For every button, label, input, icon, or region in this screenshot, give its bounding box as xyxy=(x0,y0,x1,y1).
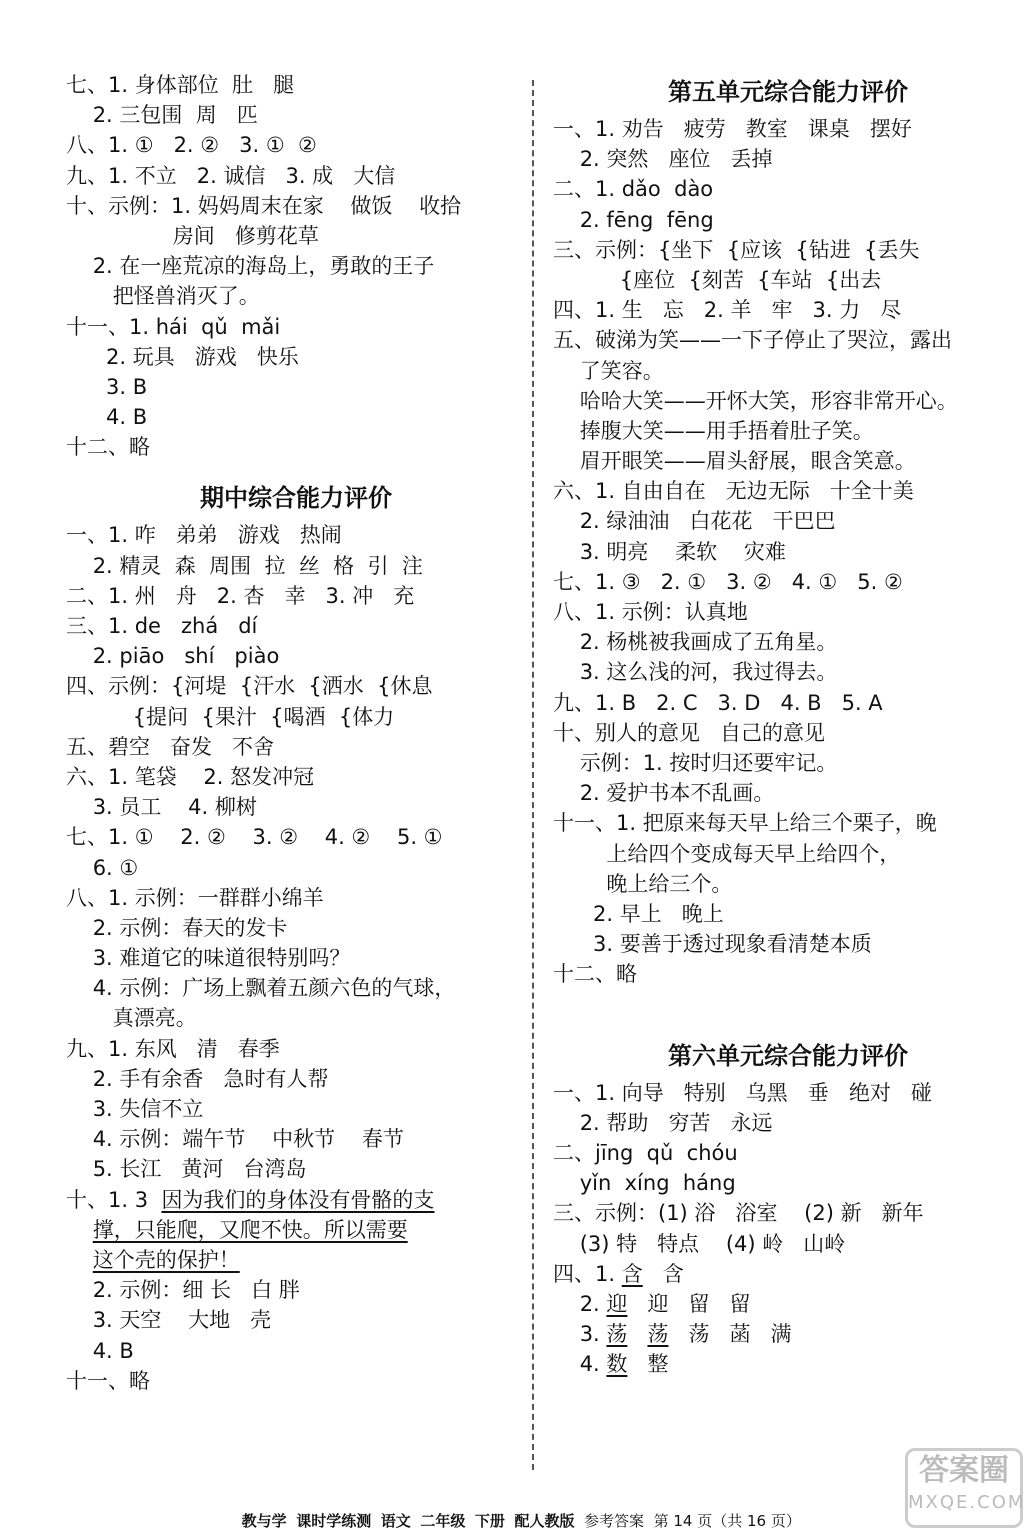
answer-text: 房间 修剪花草 xyxy=(66,223,319,248)
answer-line xyxy=(553,235,1023,265)
answer-text: 九、1. 不立 2. 诚信 3. 成 大信 xyxy=(66,163,396,188)
answer-line xyxy=(66,1034,526,1064)
answer-line xyxy=(553,567,1023,597)
answer-line xyxy=(66,702,526,732)
answer-text: 2. 示例：春天的发卡 xyxy=(66,915,288,940)
answer-line xyxy=(553,899,1023,929)
answer-line xyxy=(553,989,1023,1019)
answer-text: 八、1. ① 2. ② 3. ① ② xyxy=(66,133,317,158)
answer-text: 2. xyxy=(553,1291,607,1316)
answer-line xyxy=(553,1229,1023,1259)
answer-text: 九、1. B 2. C 3. D 4. B 5. A xyxy=(553,690,883,715)
answer-text: {座位 {刻苦 {车站 {出去 xyxy=(553,267,882,292)
footer-grade: 二年级 xyxy=(420,1512,466,1530)
answer-text: 3. 员工 4. 柳树 xyxy=(66,795,257,820)
answer-text: 一、1. 劝告 疲劳 教室 课桌 摆好 xyxy=(553,117,912,141)
answer-line xyxy=(66,551,526,581)
answer-line xyxy=(66,1124,526,1154)
answer-text: 七、1. ① 2. ② 3. ② 4. ② 5. ① xyxy=(66,825,443,850)
answer-line xyxy=(66,671,526,701)
answer-text: 了笑容。 xyxy=(553,358,664,383)
answer-text: 2. 玩具 游戏 快乐 xyxy=(66,344,299,369)
answer-text: 八、1. 示例：认真地 xyxy=(553,600,748,624)
answer-line xyxy=(553,205,1023,235)
underlined-text: 迎 xyxy=(606,1291,628,1316)
answer-text: 4. 示例：端午节 中秋节 春节 xyxy=(66,1127,404,1152)
answer-line xyxy=(553,748,1023,778)
answer-line xyxy=(553,265,1023,295)
answer-text: 七、1. ③ 2. ① 3. ② 4. ① 5. ② xyxy=(553,569,903,594)
answer-line xyxy=(66,372,526,402)
answer-text: {提问 {果汁 {喝酒 {体力 xyxy=(66,704,395,729)
answer-text: 晚上给三个。 xyxy=(553,871,733,896)
answer-text: 3. xyxy=(553,1322,607,1347)
answer-text: 上给四个变成每天早上给四个， xyxy=(553,841,901,866)
answer-line xyxy=(66,191,526,221)
answer-text: 4. B xyxy=(66,405,148,430)
footer-edition: 配人教版 xyxy=(514,1512,575,1530)
answer-text: 十一、1. 把原来每天早上给三个栗子，晚 xyxy=(553,811,937,836)
answer-line xyxy=(66,1094,526,1124)
answer-line xyxy=(66,432,526,462)
answer-text: 3. 要善于透过现象看清楚本质 xyxy=(553,932,872,957)
answer-text: 十一、略 xyxy=(66,1368,150,1393)
answer-text: yǐn xíng háng xyxy=(553,1171,736,1196)
answer-text: 十、别人的意见 自己的意见 xyxy=(553,720,826,745)
answer-text: (3) 特 特点 (4) 岭 山岭 xyxy=(553,1231,846,1256)
answer-line xyxy=(66,883,526,913)
section-heading: 期中综合能力评价 xyxy=(200,484,392,513)
answer-text: 3. 天空 大地 壳 xyxy=(66,1308,272,1333)
answer-line xyxy=(553,1289,1023,1319)
answer-line xyxy=(66,221,526,251)
answer-text: 4. B xyxy=(66,1338,134,1363)
answer-line xyxy=(553,1168,1023,1198)
answer-line xyxy=(553,446,1023,476)
underlined-text: 这个壳的保护！ xyxy=(92,1247,240,1272)
answer-line xyxy=(66,611,526,641)
answer-line xyxy=(66,943,526,973)
underlined-text: 因为我们的身体没有骨骼的支 xyxy=(161,1187,435,1212)
answer-text: 3. 难道它的味道很特别吗？ xyxy=(66,946,351,971)
answer-line xyxy=(66,853,526,883)
answer-line xyxy=(66,1154,526,1184)
answer-text: 十二、略 xyxy=(553,962,637,987)
answer-line xyxy=(66,973,526,1003)
answer-text: 六、1. 自由自在 无边无际 十全十美 xyxy=(553,479,914,504)
answer-line xyxy=(66,913,526,943)
answer-line xyxy=(553,1138,1023,1168)
answer-text: 3. 这么浅的河，我过得去。 xyxy=(553,660,838,685)
answer-line xyxy=(66,342,526,372)
answer-line xyxy=(66,792,526,822)
answer-text: 2. 示例：细 长 白 胖 xyxy=(66,1278,300,1303)
answer-line xyxy=(66,1215,526,1245)
answer-line xyxy=(553,356,1023,386)
answer-text: 把怪兽消灭了。 xyxy=(66,284,260,309)
answer-line xyxy=(66,1275,526,1305)
answer-text: 十、示例：1. 妈妈周末在家 做饭 收拾 xyxy=(66,193,462,218)
answer-text: 一、1. 咋 弟弟 游戏 热闹 xyxy=(66,523,342,548)
answer-text: 含 xyxy=(642,1261,684,1286)
answer-text: 2. 三包围 周 匹 xyxy=(66,103,258,128)
answer-text: 2. piāo shí piào xyxy=(66,644,280,669)
answer-text: 3. B xyxy=(66,374,148,399)
answer-text: 2. 手有余香 急时有人帮 xyxy=(66,1066,329,1091)
page-footer xyxy=(0,1492,1033,1531)
answer-line xyxy=(66,1245,526,1275)
answer-line xyxy=(553,1078,1023,1108)
right-column xyxy=(553,70,1023,1380)
answer-line xyxy=(553,1349,1023,1379)
underlined-text: 数 xyxy=(606,1352,628,1377)
answer-text: 2. 绿油油 白花花 干巴巴 xyxy=(553,509,836,534)
answer-line xyxy=(66,312,526,342)
answer-text: 五、碧空 奋发 不舍 xyxy=(66,734,275,759)
footer-volume: 下册 xyxy=(474,1512,505,1530)
answer-text: 2. 早上 晚上 xyxy=(553,901,724,926)
footer-answer: 参考答案 xyxy=(584,1512,645,1530)
answer-text: 2. 精灵 森 周围 拉 丝 格 引 注 xyxy=(66,553,423,578)
answer-text: 三、1. de zhá dí xyxy=(66,614,258,638)
answer-text: 八、1. 示例：一群群小绵羊 xyxy=(66,885,324,910)
answer-text: 4. xyxy=(553,1352,607,1377)
answer-line xyxy=(66,251,526,281)
watermark-top: 答案圈 xyxy=(919,1453,1009,1488)
answer-text: 二、1. dǎo dào xyxy=(553,177,714,202)
answer-text: 示例：1. 按时归还要牢记。 xyxy=(553,750,838,775)
answer-line xyxy=(66,281,526,311)
answer-text: 2. 帮助 穷苦 永远 xyxy=(553,1110,773,1135)
answer-line xyxy=(553,959,1023,989)
answer-line xyxy=(553,114,1023,144)
answer-line xyxy=(553,808,1023,838)
answer-text: 四、示例：{河堤 {汗水 {洒水 {休息 xyxy=(66,674,433,699)
answer-text: 真漂亮。 xyxy=(66,1006,197,1031)
answer-line xyxy=(553,386,1023,416)
answer-line xyxy=(553,929,1023,959)
answer-line xyxy=(553,688,1023,718)
answer-text: 迎 留 留 xyxy=(627,1291,751,1316)
answer-line xyxy=(553,1259,1023,1289)
answer-text xyxy=(66,1248,93,1272)
footer-page: 第 14 页（共 16 页） xyxy=(653,1512,801,1530)
answer-text: 2. 突然 座位 丢掉 xyxy=(553,147,773,172)
answer-text: 哈哈大笑——开怀大笑，形容非常开心。 xyxy=(553,388,958,413)
answer-text: 三、示例：{坐下 {应该 {钻进 {丢失 xyxy=(553,237,920,262)
answer-text: 眉开眼笑——眉头舒展，眼含笑意。 xyxy=(553,449,916,474)
watermark-logo xyxy=(905,1448,1026,1528)
answer-text: 6. ① xyxy=(66,855,139,880)
answer-line xyxy=(66,161,526,191)
answer-text: 2. 爱护书本不乱画。 xyxy=(553,781,775,806)
answer-text: 十一、1. hái qǔ mǎi xyxy=(66,314,281,339)
answer-line xyxy=(66,100,526,130)
answer-line xyxy=(553,325,1023,355)
section-heading: 第六单元综合能力评价 xyxy=(668,1041,908,1070)
section-heading: 第五单元综合能力评价 xyxy=(668,78,908,106)
answer-text: 十、1. 3 xyxy=(66,1187,162,1212)
answer-line xyxy=(66,1366,526,1396)
answer-line xyxy=(66,402,526,432)
answer-line xyxy=(66,732,526,762)
answer-line xyxy=(66,581,526,611)
answer-text: 2. 杨桃被我画成了五角星。 xyxy=(553,630,838,655)
answer-line xyxy=(66,1336,526,1366)
answer-text: 四、1. 生 忘 2. 羊 牢 3. 力 尽 xyxy=(553,298,902,323)
column-divider xyxy=(532,80,534,1470)
answer-text: 2. fēng fēng xyxy=(553,207,714,232)
answer-line xyxy=(66,130,526,160)
answer-text: 3. 明亮 柔软 灾难 xyxy=(553,539,786,564)
answer-line xyxy=(66,1003,526,1033)
underlined-text: 含 xyxy=(621,1261,643,1286)
answer-line xyxy=(66,1185,526,1215)
answer-line xyxy=(553,839,1023,869)
answer-text: 3. 失信不立 xyxy=(66,1097,204,1121)
answer-text: 荡 菡 满 xyxy=(668,1322,792,1347)
left-column xyxy=(66,70,526,1396)
watermark-bottom: MXQE.COM xyxy=(908,1492,1026,1513)
underlined-text: 荡 xyxy=(647,1322,669,1347)
answer-line xyxy=(553,476,1023,506)
answer-line xyxy=(66,822,526,852)
answer-line xyxy=(553,144,1023,174)
answer-line xyxy=(553,416,1023,446)
answer-text xyxy=(627,1322,647,1346)
answer-text: 九、1. 东风 清 春季 xyxy=(66,1036,280,1061)
answer-line xyxy=(66,70,526,100)
footer-brand: 教与学 xyxy=(241,1512,287,1530)
answer-text: 三、示例：(1) 浴 浴室 (2) 新 新年 xyxy=(553,1201,924,1226)
answer-text: 十二、略 xyxy=(66,435,150,460)
answer-line xyxy=(553,295,1023,325)
answer-line xyxy=(66,1064,526,1094)
answer-text: 2. 在一座荒凉的海岛上，勇敢的王子 xyxy=(66,254,435,279)
answer-line xyxy=(553,597,1023,627)
answer-text: 五、破涕为笑——一下子停止了哭泣，露出 xyxy=(553,328,952,353)
answer-line xyxy=(553,1319,1023,1349)
answer-text xyxy=(66,1218,93,1242)
answer-text: 六、1. 笔袋 2. 怒发冲冠 xyxy=(66,764,315,789)
answer-text: 一、1. 向导 特别 乌黑 垂 绝对 碰 xyxy=(553,1080,932,1105)
answer-line xyxy=(553,506,1023,536)
answer-line xyxy=(553,627,1023,657)
answer-line xyxy=(553,869,1023,899)
underlined-text: 荡 xyxy=(606,1322,628,1347)
answer-text: 4. 示例：广场上飘着五颜六色的气球， xyxy=(66,976,456,1001)
answer-text: 5. 长江 黄河 台湾岛 xyxy=(66,1157,307,1182)
answer-text: 捧腹大笑——用手捂着肚子笑。 xyxy=(553,418,874,443)
answer-text: 二、1. 州 舟 2. 杏 幸 3. 冲 充 xyxy=(66,583,415,608)
answer-line xyxy=(66,1305,526,1335)
answer-line xyxy=(66,641,526,671)
answer-text: 七、1. 身体部位 肚 腿 xyxy=(66,73,295,97)
answer-line xyxy=(66,520,526,550)
footer-subject: 语文 xyxy=(380,1512,411,1530)
answer-line xyxy=(553,537,1023,567)
answer-text: 整 xyxy=(627,1352,669,1377)
answer-text: 二、jīng qǔ chóu xyxy=(553,1141,738,1165)
answer-text: 四、1. xyxy=(553,1261,622,1286)
answer-line xyxy=(553,1108,1023,1138)
answer-line xyxy=(66,762,526,792)
answer-line xyxy=(553,174,1023,204)
footer-series: 课时学练测 xyxy=(296,1512,372,1530)
answer-line xyxy=(553,1198,1023,1228)
answer-line xyxy=(553,657,1023,687)
answer-line xyxy=(553,778,1023,808)
underlined-text: 撑，只能爬，又爬不快。所以需要 xyxy=(92,1217,408,1242)
answer-line xyxy=(553,718,1023,748)
